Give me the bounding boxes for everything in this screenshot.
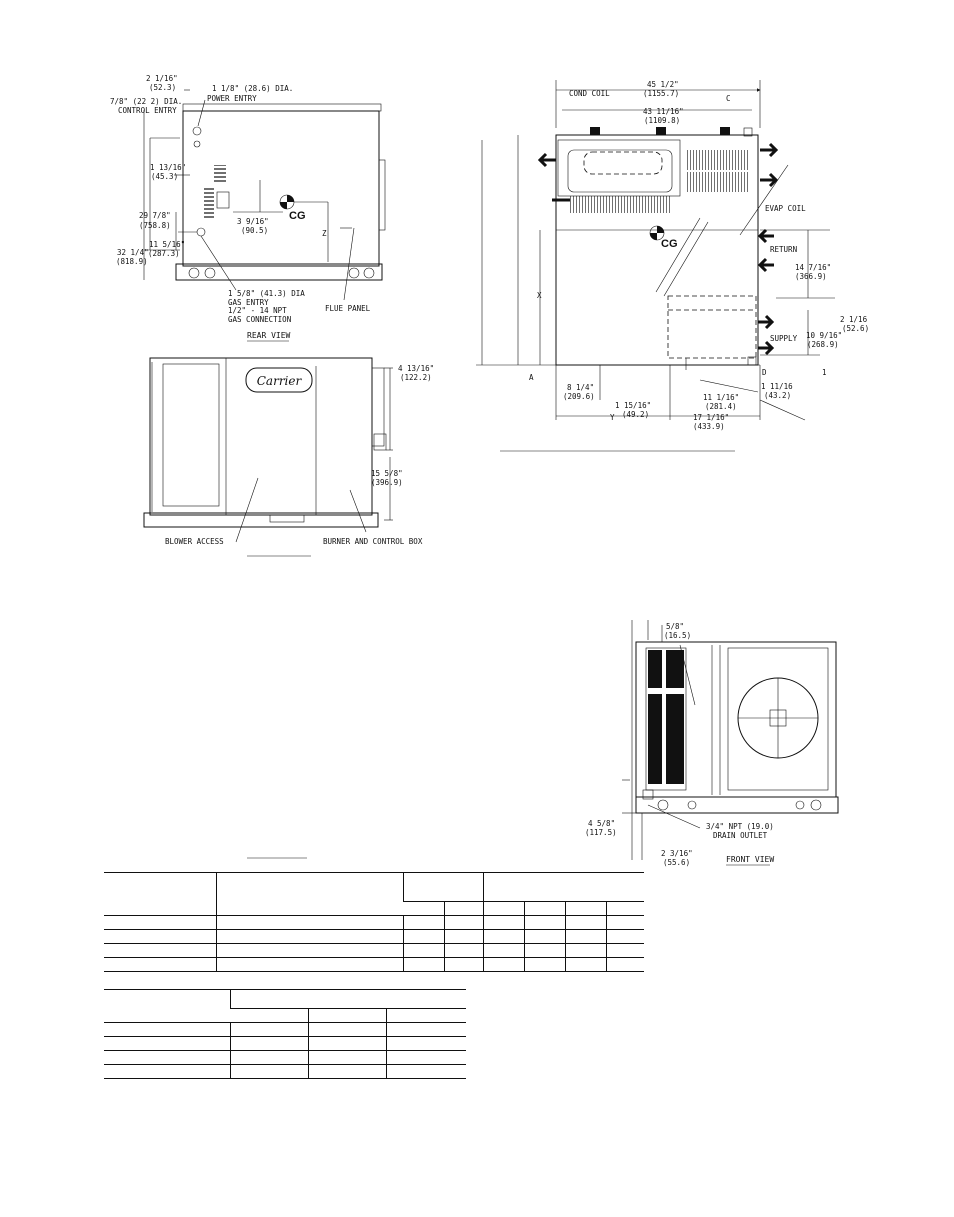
- top-a-label: A: [529, 373, 534, 382]
- rear-z-label: Z: [322, 229, 327, 238]
- supply-label: SUPPLY: [770, 334, 798, 343]
- side-dim-2-metric: (396.9): [371, 478, 403, 487]
- table-row: [104, 916, 644, 930]
- rear-dim-8-metric: (90.5): [241, 226, 269, 235]
- rear-dim-6-metric: (287.3): [148, 249, 180, 258]
- top-dim-2: 43 11/16": [643, 107, 684, 116]
- front-dim-1: 5/8": [666, 622, 685, 631]
- front-dim-2-metric: (117.5): [585, 828, 617, 837]
- blower-access-label: BLOWER ACCESS: [165, 537, 224, 546]
- top-dim-10-metric: (433.9): [693, 422, 725, 431]
- top-x-label: X: [537, 291, 542, 300]
- top-dim-6-metric: (209.6): [563, 392, 595, 401]
- top-dim-6: 8 1/4": [567, 383, 595, 392]
- rear-dim-5: 29 7/8": [139, 211, 171, 220]
- top-y-label: Y: [610, 413, 615, 422]
- table-row: [104, 958, 644, 972]
- top-dim-9-metric: (43.2): [764, 391, 792, 400]
- top-c-label: C: [726, 94, 731, 103]
- rear-control-entry-label: CONTROL ENTRY: [118, 106, 177, 115]
- top-dim-3: 14 7/16": [795, 263, 832, 272]
- rear-dim-4-metric: (45.3): [151, 172, 179, 181]
- top-dim-1: 45 1/2": [647, 80, 679, 89]
- top-dim-1-metric: (1155.7): [643, 89, 680, 98]
- rear-view-title: REAR VIEW: [247, 331, 291, 340]
- table-row: [104, 1023, 466, 1037]
- rear-dim-1-metric: (52.3): [149, 83, 177, 92]
- top-dim-2-metric: (1109.8): [644, 116, 681, 125]
- burner-control-box-label: BURNER AND CONTROL BOX: [323, 537, 423, 546]
- top-dim-9: 1 11/16: [761, 382, 793, 391]
- table-row: [104, 1051, 466, 1065]
- cond-coil-label: COND COIL: [569, 89, 610, 98]
- rear-power-entry-label: POWER ENTRY: [207, 94, 257, 103]
- side-dim-1-metric: (122.2): [400, 373, 432, 382]
- rear-flue-panel-label: FLUE PANEL: [325, 304, 371, 313]
- top-dim-5: 10 9/16": [806, 331, 843, 340]
- top-dim-3-metric: (366.9): [795, 272, 827, 281]
- front-view-title: FRONT VIEW: [726, 855, 775, 864]
- top-dim-4-metric: (52.6): [842, 324, 870, 333]
- top-dim-7: 1 15/16": [615, 401, 652, 410]
- front-dim-1-metric: (16.5): [664, 631, 692, 640]
- front-dim-3: 2 3/16": [661, 849, 693, 858]
- rear-dim-4: 1 13/16": [150, 163, 187, 172]
- front-dim-2: 4 5/8": [588, 819, 616, 828]
- table-header-row: [104, 873, 644, 902]
- top-dim-7-metric: (49.2): [622, 410, 650, 419]
- rear-dim-7-metric: (818.9): [116, 257, 148, 266]
- side-dim-1: 4 13/16": [398, 364, 435, 373]
- front-dim-3-metric: (55.6): [663, 858, 691, 867]
- rear-dim-5-metric: (758.8): [139, 221, 171, 230]
- top-dim-10: 17 1/16": [693, 413, 730, 422]
- drain-outlet-label: DRAIN OUTLET: [713, 831, 768, 840]
- corner-weight-table: [104, 989, 466, 1079]
- top-dim-5-metric: (268.9): [807, 340, 839, 349]
- drain-size-label: 3/4" NPT (19.0): [706, 822, 774, 831]
- rear-gas-entry: GAS ENTRY: [228, 298, 269, 307]
- top-dim-8-metric: (281.4): [705, 402, 737, 411]
- top-dim-8: 11 1/16": [703, 393, 740, 402]
- top-dim-4: 2 1/16: [840, 315, 868, 324]
- table-row: [104, 930, 644, 944]
- side-dim-2: 15 5/8": [371, 469, 403, 478]
- table-row: [104, 1065, 466, 1079]
- rear-view-drawing: [144, 90, 385, 300]
- top-cg-label: CG: [661, 238, 678, 250]
- rear-dim-6: 11 5/16": [149, 240, 186, 249]
- rear-control-entry-size: 7/8" (22 2) DIA.: [110, 97, 183, 106]
- evap-coil-label: EVAP COIL: [765, 204, 806, 213]
- table-row: [104, 1037, 466, 1051]
- rear-dim-7: 32 1/4": [117, 248, 149, 257]
- return-label: RETURN: [770, 245, 798, 254]
- table-header-row: [104, 990, 466, 1009]
- carrier-logo: Carrier: [256, 374, 302, 388]
- top-d-label: D: [762, 368, 767, 377]
- weight-table: [104, 872, 644, 972]
- rear-dim-1: 2 1/16": [146, 74, 178, 83]
- top-one-label: 1: [822, 368, 827, 377]
- rear-gas-size: 1 5/8" (41.3) DIA: [228, 289, 305, 298]
- table-row: [104, 944, 644, 958]
- rear-power-entry-size: 1 1/8" (28.6) DIA.: [212, 84, 294, 93]
- rear-gas-connection: GAS CONNECTION: [228, 315, 292, 324]
- rear-dim-8: 3 9/16": [237, 217, 269, 226]
- rear-gas-npt: 1/2" - 14 NPT: [228, 306, 287, 315]
- rear-cg-label: CG: [289, 210, 306, 222]
